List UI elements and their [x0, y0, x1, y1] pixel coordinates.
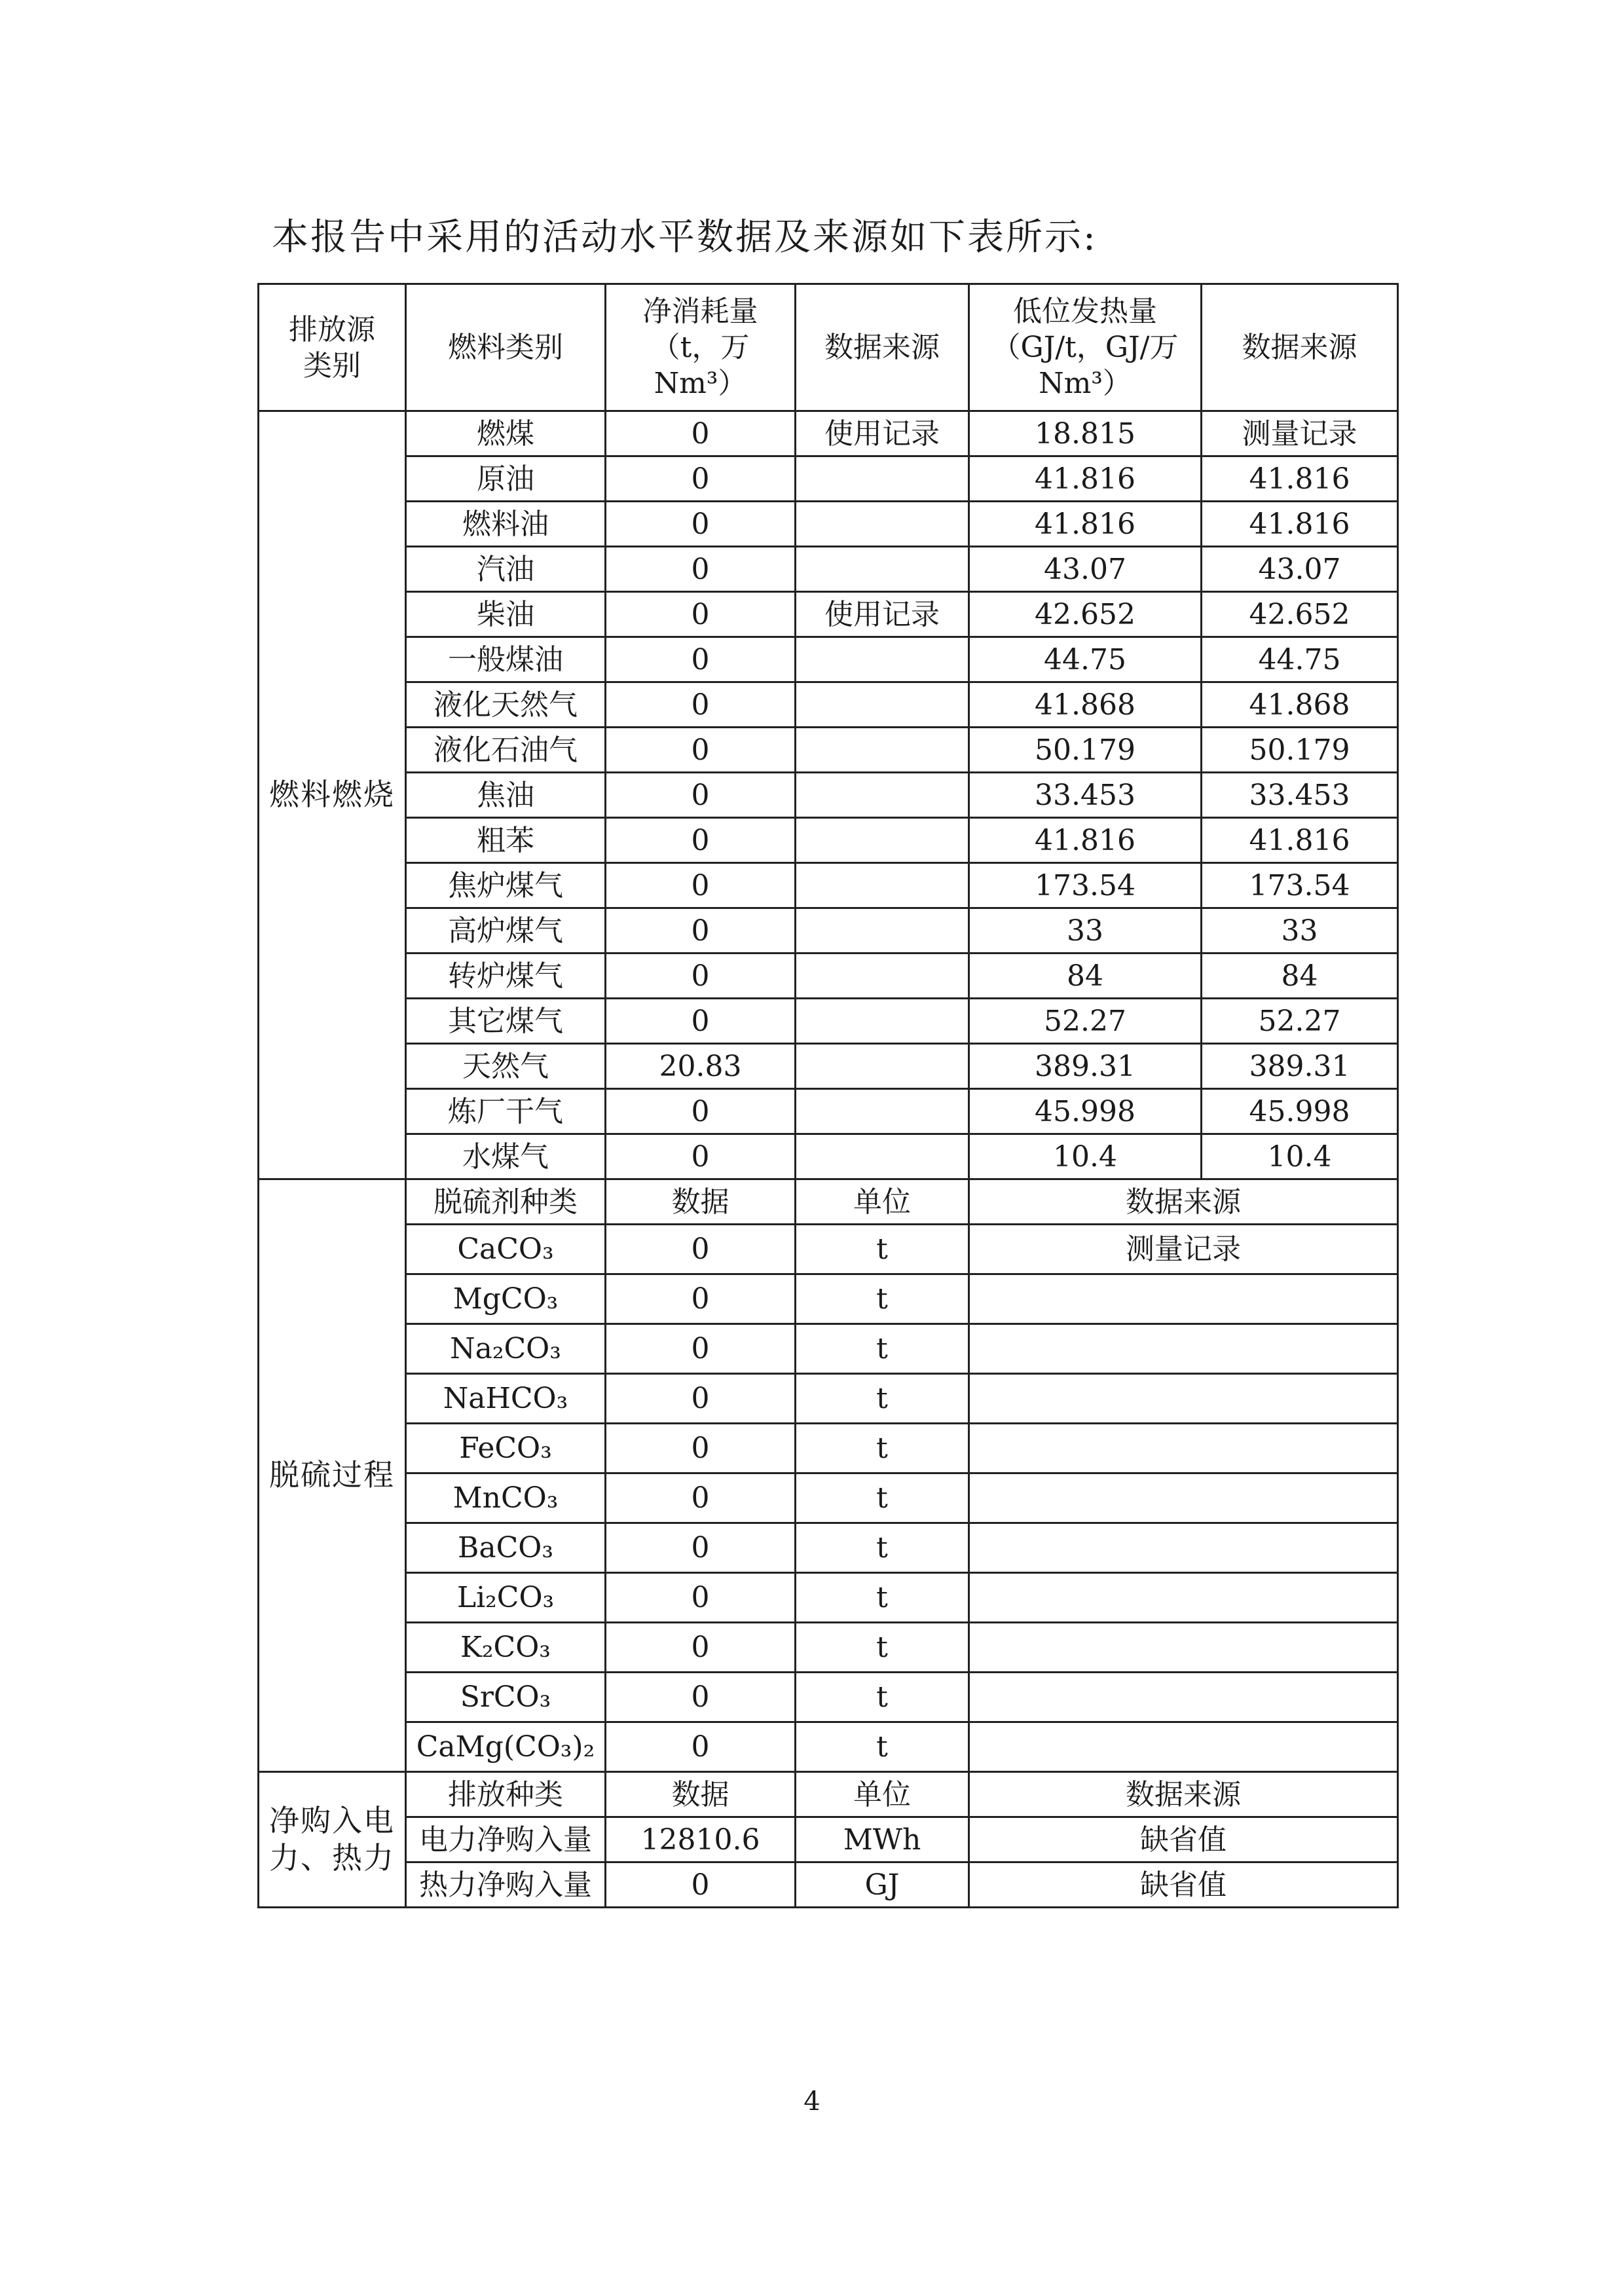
desulfurizer-source [969, 1623, 1398, 1673]
fuel-heat-source: 43.07 [1202, 547, 1398, 592]
purchase-source: 缺省值 [969, 1862, 1398, 1908]
desulfurizer-value: 0 [606, 1473, 796, 1523]
desulf-header-unit: 单位 [796, 1179, 969, 1225]
fuel-consumption-source [796, 682, 969, 728]
purchase-source: 缺省值 [969, 1817, 1398, 1862]
desulfurizer-name: Na₂CO₃ [406, 1324, 606, 1374]
fuel-name: 柴油 [406, 592, 606, 637]
desulfurizer-unit: t [796, 1374, 969, 1424]
fuel-consumption-source [796, 1044, 969, 1089]
table-row [259, 908, 1398, 954]
desulfurizer-source: 测量记录 [969, 1225, 1398, 1274]
fuel-name: 炼厂干气 [406, 1089, 606, 1134]
table-row [259, 682, 1398, 728]
fuel-name: 焦油 [406, 773, 606, 818]
fuel-heat-source: 41.816 [1202, 502, 1398, 547]
header-fuel-type: 燃料类别 [406, 284, 606, 411]
desulfurizer-name: CaMg(CO₃)₂ [406, 1722, 606, 1772]
fuel-name: 粗苯 [406, 818, 606, 863]
purchase-header-unit: 单位 [796, 1772, 969, 1817]
table-row [259, 1573, 1398, 1623]
fuel-heat-source: 50.179 [1202, 728, 1398, 773]
table-row [259, 1862, 1398, 1908]
table-row [259, 1179, 1398, 1225]
table-row [259, 1089, 1398, 1134]
fuel-heat-value: 10.4 [969, 1134, 1202, 1179]
table-row [259, 1374, 1398, 1424]
purchase-type: 热力净购入量 [406, 1862, 606, 1908]
fuel-consumption: 0 [606, 1134, 796, 1179]
fuel-heat-value: 42.652 [969, 592, 1202, 637]
table-row [259, 1772, 1398, 1817]
desulfurizer-name: CaCO₃ [406, 1225, 606, 1274]
fuel-consumption: 0 [606, 773, 796, 818]
fuel-heat-source: 41.868 [1202, 682, 1398, 728]
desulfurizer-name: Li₂CO₃ [406, 1573, 606, 1623]
fuel-consumption-source [796, 773, 969, 818]
desulfurizer-value: 0 [606, 1573, 796, 1623]
desulfurizer-unit: t [796, 1324, 969, 1374]
fuel-consumption: 0 [606, 818, 796, 863]
fuel-consumption-source [796, 908, 969, 954]
table-row [259, 818, 1398, 863]
fuel-consumption: 0 [606, 999, 796, 1044]
fuel-consumption-source [796, 818, 969, 863]
fuel-heat-value: 33 [969, 908, 1202, 954]
fuel-heat-value: 43.07 [969, 547, 1202, 592]
table-row [259, 1473, 1398, 1523]
fuel-name: 高炉煤气 [406, 908, 606, 954]
desulfurizer-value: 0 [606, 1374, 796, 1424]
desulfurizer-value: 0 [606, 1324, 796, 1374]
intro-text: 本报告中采用的活动水平数据及来源如下表所示: [272, 216, 1098, 259]
fuel-consumption-source [796, 863, 969, 908]
fuel-name: 燃煤 [406, 411, 606, 456]
table-row [259, 502, 1398, 547]
fuel-heat-source: 41.816 [1202, 818, 1398, 863]
fuel-heat-value: 84 [969, 954, 1202, 999]
desulfurizer-name: MgCO₃ [406, 1274, 606, 1324]
fuel-consumption-source [796, 728, 969, 773]
table-row [259, 1722, 1398, 1772]
fuel-consumption-source [796, 999, 969, 1044]
fuel-consumption: 0 [606, 456, 796, 502]
table-row [259, 773, 1398, 818]
fuel-heat-source: 10.4 [1202, 1134, 1398, 1179]
fuel-name: 原油 [406, 456, 606, 502]
desulfurizer-unit: t [796, 1722, 969, 1772]
fuel-name: 转炉煤气 [406, 954, 606, 999]
fuel-heat-value: 52.27 [969, 999, 1202, 1044]
table-row [259, 637, 1398, 682]
purchase-unit: MWh [796, 1817, 969, 1862]
desulfurizer-name: FeCO₃ [406, 1424, 606, 1473]
purchase-header-value: 数据 [606, 1772, 796, 1817]
category-desulfurization: 脱硫过程 [259, 1179, 406, 1772]
fuel-heat-source: 42.652 [1202, 592, 1398, 637]
desulfurizer-value: 0 [606, 1722, 796, 1772]
fuel-consumption: 0 [606, 863, 796, 908]
fuel-consumption: 0 [606, 502, 796, 547]
desulf-header-name: 脱硫剂种类 [406, 1179, 606, 1225]
table-row [259, 547, 1398, 592]
fuel-name: 水煤气 [406, 1134, 606, 1179]
fuel-consumption: 0 [606, 411, 796, 456]
fuel-consumption: 0 [606, 728, 796, 773]
purchase-header-name: 排放种类 [406, 1772, 606, 1817]
desulfurizer-unit: t [796, 1473, 969, 1523]
fuel-heat-source: 52.27 [1202, 999, 1398, 1044]
fuel-heat-source: 45.998 [1202, 1089, 1398, 1134]
desulf-header-source: 数据来源 [969, 1179, 1398, 1225]
desulfurizer-name: MnCO₃ [406, 1473, 606, 1523]
fuel-consumption: 0 [606, 1089, 796, 1134]
fuel-heat-value: 41.816 [969, 502, 1202, 547]
fuel-consumption: 0 [606, 547, 796, 592]
fuel-heat-value: 173.54 [969, 863, 1202, 908]
fuel-consumption-source [796, 954, 969, 999]
purchase-unit: GJ [796, 1862, 969, 1908]
fuel-heat-source: 41.816 [1202, 456, 1398, 502]
table-row [259, 456, 1398, 502]
table-row [259, 1044, 1398, 1089]
fuel-consumption-source [796, 502, 969, 547]
fuel-consumption-source [796, 456, 969, 502]
table-header-row [259, 284, 1398, 411]
table-row [259, 999, 1398, 1044]
desulfurizer-source [969, 1374, 1398, 1424]
fuel-heat-value: 41.816 [969, 818, 1202, 863]
purchase-value: 12810.6 [606, 1817, 796, 1862]
desulfurizer-value: 0 [606, 1673, 796, 1722]
header-category: 排放源类别 [259, 284, 406, 411]
fuel-heat-source: 33.453 [1202, 773, 1398, 818]
desulfurizer-name: NaHCO₃ [406, 1374, 606, 1424]
fuel-name: 一般煤油 [406, 637, 606, 682]
table-row [259, 1134, 1398, 1179]
fuel-consumption: 0 [606, 954, 796, 999]
desulfurizer-source [969, 1424, 1398, 1473]
fuel-consumption: 0 [606, 908, 796, 954]
fuel-heat-value: 389.31 [969, 1044, 1202, 1089]
fuel-consumption: 0 [606, 682, 796, 728]
fuel-heat-source: 84 [1202, 954, 1398, 999]
table-row [259, 1673, 1398, 1722]
fuel-consumption-source: 使用记录 [796, 592, 969, 637]
fuel-heat-value: 41.816 [969, 456, 1202, 502]
fuel-consumption-source [796, 1089, 969, 1134]
desulfurizer-source [969, 1573, 1398, 1623]
fuel-heat-value: 41.868 [969, 682, 1202, 728]
desulfurizer-unit: t [796, 1573, 969, 1623]
fuel-heat-value: 44.75 [969, 637, 1202, 682]
desulfurizer-name: K₂CO₃ [406, 1623, 606, 1673]
desulfurizer-name: SrCO₃ [406, 1673, 606, 1722]
fuel-heat-source: 测量记录 [1202, 411, 1398, 456]
desulfurizer-unit: t [796, 1623, 969, 1673]
desulfurizer-source [969, 1324, 1398, 1374]
table-row [259, 1817, 1398, 1862]
fuel-heat-value: 33.453 [969, 773, 1202, 818]
desulfurizer-source [969, 1473, 1398, 1523]
table-row [259, 863, 1398, 908]
fuel-name: 液化石油气 [406, 728, 606, 773]
desulfurizer-unit: t [796, 1225, 969, 1274]
table-row [259, 1523, 1398, 1573]
table-row [259, 592, 1398, 637]
table-row [259, 1225, 1398, 1274]
desulfurizer-name: BaCO₃ [406, 1523, 606, 1573]
desulfurizer-source [969, 1523, 1398, 1573]
desulfurizer-source [969, 1673, 1398, 1722]
desulfurizer-source [969, 1274, 1398, 1324]
fuel-heat-source: 44.75 [1202, 637, 1398, 682]
desulfurizer-unit: t [796, 1274, 969, 1324]
purchase-value: 0 [606, 1862, 796, 1908]
fuel-consumption-source [796, 1134, 969, 1179]
desulfurizer-unit: t [796, 1673, 969, 1722]
desulf-header-value: 数据 [606, 1179, 796, 1225]
table-row [259, 1274, 1398, 1324]
fuel-consumption: 20.83 [606, 1044, 796, 1089]
fuel-name: 液化天然气 [406, 682, 606, 728]
page-number: 4 [803, 2086, 821, 2117]
fuel-heat-value: 18.815 [969, 411, 1202, 456]
header-consumption: 净消耗量（t，万 Nm³） [606, 284, 796, 411]
fuel-name: 其它煤气 [406, 999, 606, 1044]
desulfurizer-value: 0 [606, 1523, 796, 1573]
category-fuel-combustion: 燃料燃烧 [259, 411, 406, 1179]
table-row [259, 954, 1398, 999]
category-purchased-power-heat: 净购入电力、热力 [259, 1772, 406, 1908]
table-row [259, 1324, 1398, 1374]
desulfurizer-value: 0 [606, 1225, 796, 1274]
desulfurizer-unit: t [796, 1523, 969, 1573]
fuel-name: 燃料油 [406, 502, 606, 547]
fuel-consumption-source [796, 637, 969, 682]
fuel-heat-source: 173.54 [1202, 863, 1398, 908]
fuel-consumption: 0 [606, 637, 796, 682]
fuel-heat-value: 45.998 [969, 1089, 1202, 1134]
table-row [259, 411, 1398, 456]
fuel-name: 汽油 [406, 547, 606, 592]
fuel-name: 天然气 [406, 1044, 606, 1089]
desulfurizer-value: 0 [606, 1623, 796, 1673]
table-row [259, 728, 1398, 773]
fuel-heat-value: 50.179 [969, 728, 1202, 773]
desulfurizer-unit: t [796, 1424, 969, 1473]
fuel-consumption: 0 [606, 592, 796, 637]
table-row [259, 1623, 1398, 1673]
desulfurizer-source [969, 1722, 1398, 1772]
fuel-consumption-source: 使用记录 [796, 411, 969, 456]
header-source: 数据来源 [796, 284, 969, 411]
fuel-heat-source: 33 [1202, 908, 1398, 954]
fuel-name: 焦炉煤气 [406, 863, 606, 908]
desulfurizer-value: 0 [606, 1424, 796, 1473]
header-heat-value: 低位发热量（GJ/t，GJ/万 Nm³） [969, 284, 1202, 411]
table-row [259, 1424, 1398, 1473]
activity-data-table [257, 283, 1399, 1908]
purchase-header-source: 数据来源 [969, 1772, 1398, 1817]
desulfurizer-value: 0 [606, 1274, 796, 1324]
fuel-consumption-source [796, 547, 969, 592]
fuel-heat-source: 389.31 [1202, 1044, 1398, 1089]
header-heat-source: 数据来源 [1202, 284, 1398, 411]
purchase-type: 电力净购入量 [406, 1817, 606, 1862]
